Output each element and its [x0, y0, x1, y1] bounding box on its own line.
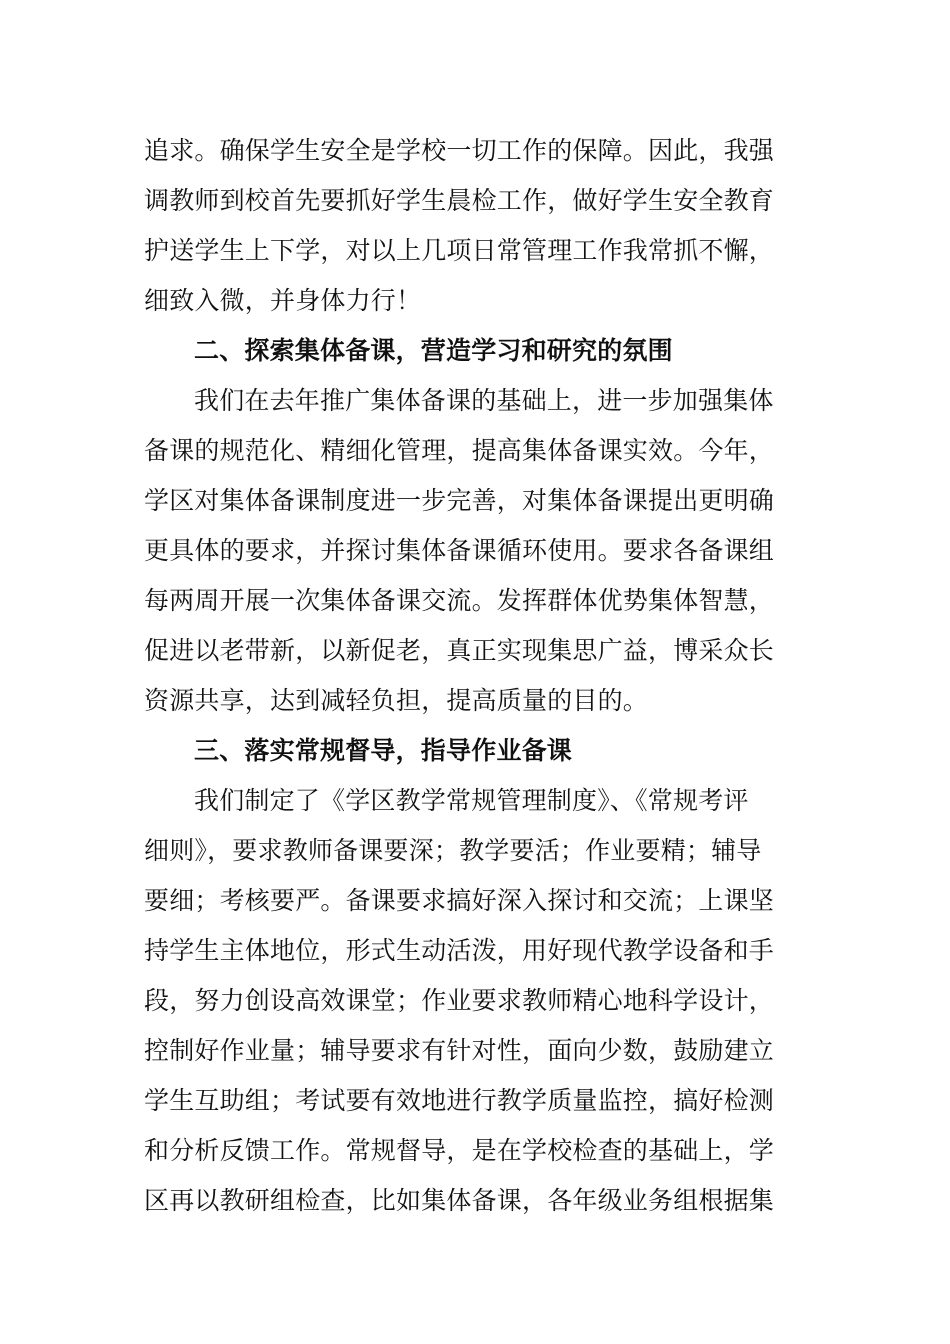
section-heading: 三、落实常规督导，指导作业备课: [194, 736, 573, 765]
text-line: 细则》，要求教师备课要深；教学要活；作业要精；辅导: [144, 836, 762, 865]
text-line: 备课的规范化、精细化管理，提高集体备课实效。今年，: [144, 436, 775, 465]
text-line: 促进以老带新，以新促老，真正实现集思广益，博采众长: [144, 636, 775, 665]
text-line: 护送学生上下学，对以上几项日常管理工作我常抓不懈，: [144, 236, 775, 265]
text-line: 段，努力创设高效课堂；作业要求教师精心地科学设计，: [144, 986, 775, 1015]
text-line: 我们在去年推广集体备课的基础上，进一步加强集体: [194, 386, 774, 415]
text-line: 细致入微，并身体力行！: [144, 286, 422, 315]
section-heading: 二、探索集体备课，营造学习和研究的氛围: [194, 336, 673, 365]
text-line: 学生互助组；考试要有效地进行教学质量监控，搞好检测: [144, 1086, 775, 1115]
text-line: 每两周开展一次集体备课交流。发挥群体优势集体智慧，: [144, 586, 775, 615]
text-line: 追求。确保学生安全是学校一切工作的保障。因此，我强: [144, 136, 775, 165]
text-line: 资源共享，达到减轻负担，提高质量的目的。: [144, 686, 649, 715]
text-line: 控制好作业量；辅导要求有针对性，面向少数，鼓励建立: [144, 1036, 775, 1065]
text-line: 持学生主体地位，形式生动活泼，用好现代教学设备和手: [144, 936, 775, 965]
text-line: 要细；考核要严。备课要求搞好深入探讨和交流；上课坚: [144, 886, 775, 915]
text-line: 和分析反馈工作。常规督导，是在学校检查的基础上，学: [144, 1136, 775, 1165]
text-line: 更具体的要求，并探讨集体备课循环使用。要求各备课组: [144, 536, 775, 565]
text-line: 区再以教研组检查，比如集体备课，各年级业务组根据集: [144, 1186, 775, 1215]
text-line: 学区对集体备课制度进一步完善，对集体备课提出更明确: [144, 486, 775, 515]
document-body: [144, 126, 806, 1226]
text-line: 调教师到校首先要抓好学生晨检工作，做好学生安全教育: [144, 186, 775, 215]
text-line: 我们制定了《学区教学常规管理制度》、《常规考评: [194, 786, 749, 815]
